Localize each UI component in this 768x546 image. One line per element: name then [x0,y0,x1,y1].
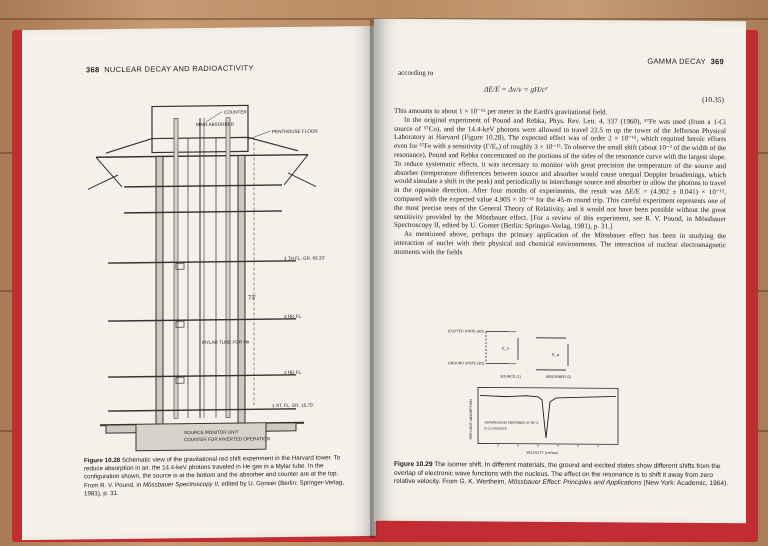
right-head-title: GAMMA DECAY [647,56,706,67]
paragraph: In the original experiment of Pound and Rebka, Phys. Rev. Lett. 4, 337 (1960), ⁵⁷Fe was used (from a 1-Ci source of ⁵⁷Co), and the 14.4-keV photons were allowed to travel 22.5 m up the tower of the Jefferson Physical Laboratory at Harvard (Figure 10.28). The expected effect was of order 2 × 10⁻¹⁵, which required heroic efforts even for ⁵⁷Fe with a sensitivity (Γ/E₀) of roughly 3 × 10⁻¹³. To observe the small shift (about 10⁻² of the width of the resonance), Pound and Rebka concentrated on the portions of the sides of the resonance curve with the largest slope. To reduce systematic effects, it was necessary to monitor with great precision the temperature of the source and absorber (temperature differences between source and absorber would cause unequal Doppler broadenings, which would simulate a shift in the peak) and periodically to interchange source and absorber to allow the photons to travel in the opposite direction. After four months of experiments, the result was ΔE/E = (4.902 ± 0.041) × 10⁻¹⁵, compared with the expected value 4.905 × 10⁻¹⁵ for the 45-m round trip. This careful experiment represents one of the most precise tests of the General Theory of Relativity, and it would not have been possible without the great sensitivity provided by the Mössbauer effect. [For a review of this experiment, see R. V. Pound, in Mössbauer Spectroscopy II, edited by U. Gonser (Berlin: Springer-Verlag, 1981), p. 31.] [394,115,726,231]
left-head-title: NUCLEAR DECAY AND RADIOACTIVITY [104,63,254,75]
caption-italic: Mössbauer Effect: Principles and Applications [508,478,642,487]
caption-label: Figure 10.28 [84,456,121,465]
figure-10-28-caption [84,454,352,498]
label-ea: E_a [552,351,560,357]
caption-tail: (New York: Academic, 1964). [643,479,729,488]
label-second-floor: 2 ND FL. [284,369,303,375]
label-mylar-tube: MYLAR TUBE FOR He [202,339,250,345]
label-penthouse-floor: PENTHOUSE FLOOR [272,128,318,135]
body-paragraphs [394,107,726,259]
caption-tail: edited by U. Gonser (Berlin: Springer-Verlag, 1981), p. 31. [84,478,345,498]
label-counter: COUNTER [224,109,247,115]
caption-label: Figure 10.29 [394,460,433,469]
label-counter-inverted: COUNTER FOR INVERTED OPERATION [184,436,271,443]
left-page-number: 368 [86,65,100,75]
plot-scale-note: Cr-Co SOURCE [484,426,508,431]
label-absorber: ABSORBER (2) [546,374,572,380]
equation-number: (10.35) [702,94,724,105]
isomer-shift-figure [446,319,646,458]
left-running-head [86,63,254,74]
caption-italic: Mössbauer Spectroscopy II, [142,480,220,489]
label-main-absorber: MAIN ABSORBER [196,121,235,128]
label-es: E_s [502,345,509,351]
paragraph: As mentioned above, perhaps the primary application of the Mössbauer effect has been in studying the interaction of nuclei with their physical and chemical environments. The interaction of nuclear electromagnetic moments with the fields [394,230,726,257]
label-excited-state: EXCITED STATE (9/2) [448,329,485,334]
paragraph: This amounts to about 1 × 10⁻¹⁵ per meter in the Earth's gravitational field. [394,106,608,117]
label-source: SOURCE (1) [500,374,521,379]
label-fourth-floor: 4 TH FL. GR. 69.33' [284,255,325,261]
left-page [22,26,376,540]
figure-10-29-caption [394,461,732,489]
plot-x-axis-label: VELOCITY (cm/sec) [526,450,559,455]
plot-y-axis-label: PER CENT ABSORPTION [469,399,473,440]
label-source-monitor: SOURCE MONITOR UNIT [184,429,239,436]
caption-text: The isomer shift. In different materials, the ground and excited states show different shifts from the overlap of electronic wave functions with the nucleus. The effect on the resonance is to shift it away from zero relative velocity. From G. K. Wertheim, [394,461,721,486]
tower-height-mark: 73' [248,295,256,302]
label-third-floor: 3 RD FL. [284,313,303,319]
plot-curve-note: VERWALMUNG ABSORBER AT 80° K [484,420,539,425]
right-running-head [647,57,724,67]
caption-text: Schematic view of the gravitational red shift experiment in the Harvard tower. To reduce absorption in air, the 14.4-keV photons traveled in He gas in a Mylar tube. In the configuration shown, the source is at the bottom and the absorber and counter are at the top. From R. V. Pound, in [84,454,341,490]
intro-text: according to [398,68,434,78]
right-page-number: 369 [710,57,724,67]
equation-10-35: ΔE/E = Δν/ν = gH/c² [484,84,548,94]
label-ground-state: GROUND STATE (3/2) [448,361,485,366]
right-page [374,19,746,524]
harvard-tower-figure [76,76,366,458]
label-first-floor: 1 ST. FL. GR. 15.70' [272,402,314,409]
